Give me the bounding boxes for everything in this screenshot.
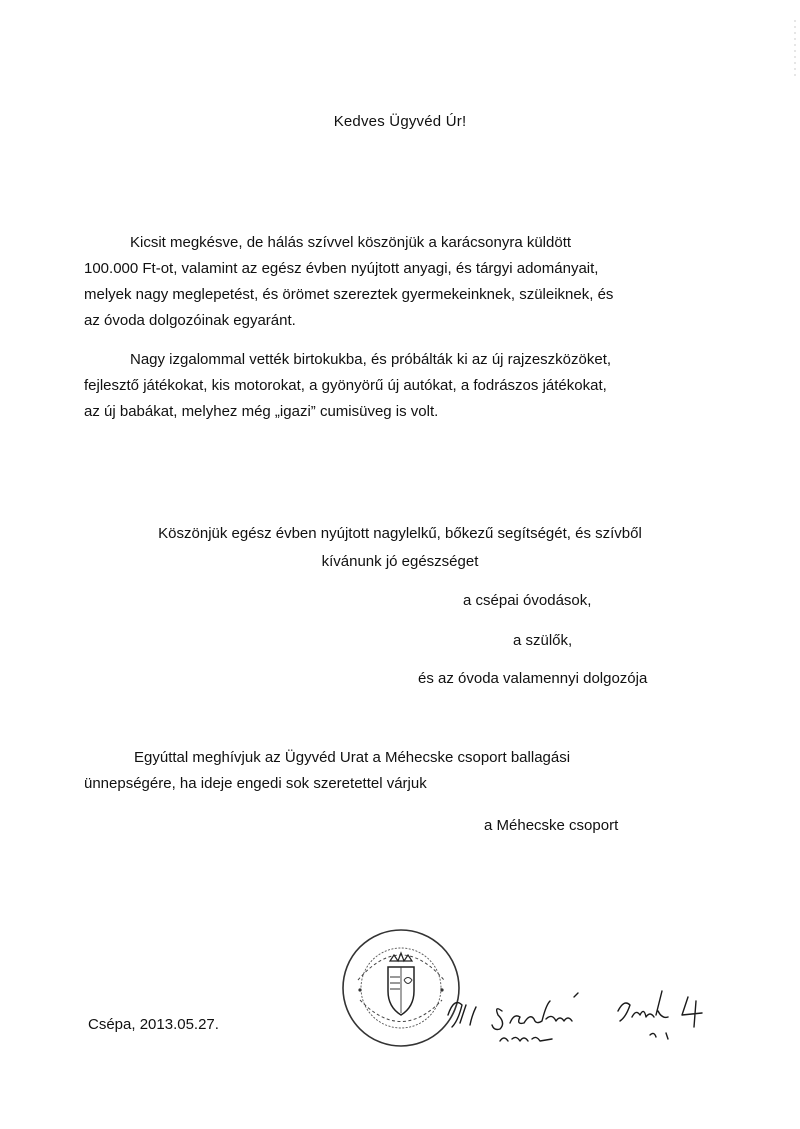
- letter-greeting: Kedves Ügyvéd Úr!: [333, 113, 467, 130]
- paragraph-line: az új babákat, melyhez még „igazi” cumisüveg is volt.: [84, 403, 439, 420]
- paragraph-line: Kicsit megkésve, de hálás szívvel köszönjük a karácsonyra küldött: [130, 234, 572, 251]
- paragraph-line: melyek nagy meglepetést, és örömet szereztek gyermekeinknek, szüleiknek, és: [84, 286, 614, 303]
- signatory-parents: a szülők,: [513, 632, 573, 649]
- paragraph-line: az óvoda dolgozóinak egyaránt.: [84, 312, 296, 329]
- thanks-line: kívánunk jó egészséget: [321, 553, 479, 570]
- place-date: Csépa, 2013.05.27.: [88, 1016, 219, 1033]
- scan-edge-mark-icon: [794, 20, 796, 80]
- paragraph-thanks-donation: [84, 230, 724, 334]
- paragraph-line: ünnepségére, ha ideje engedi sok szeretettel várjuk: [84, 775, 427, 792]
- paragraph-line: Egyúttal meghívjuk az Ügyvéd Urat a Méhecske csoport ballagási: [134, 749, 571, 766]
- paragraph-line: 100.000 Ft-ot, valamint az egész évben nyújtott anyagi, és tárgyi adományait,: [84, 260, 599, 277]
- thanks-wishes: [0, 520, 800, 576]
- signatory-staff: és az óvoda valamennyi dolgozója: [418, 670, 648, 687]
- thanks-line: Köszönjük egész évben nyújtott nagylelkű, bőkezű segítségét, és szívből: [158, 525, 642, 542]
- group-signature: a Méhecske csoport: [484, 817, 619, 834]
- paragraph-invitation: [84, 745, 724, 797]
- paragraph-toys: [84, 347, 724, 425]
- signatory-children: a csépai óvodások,: [463, 592, 592, 609]
- handwritten-signature-icon: [440, 975, 740, 1060]
- paragraph-line: Nagy izgalommal vették birtokukba, és próbálták ki az új rajzeszközöket,: [130, 351, 612, 368]
- paragraph-line: fejlesztő játékokat, kis motorokat, a gyönyörű új autókat, a fodrászos játékokat,: [84, 377, 607, 394]
